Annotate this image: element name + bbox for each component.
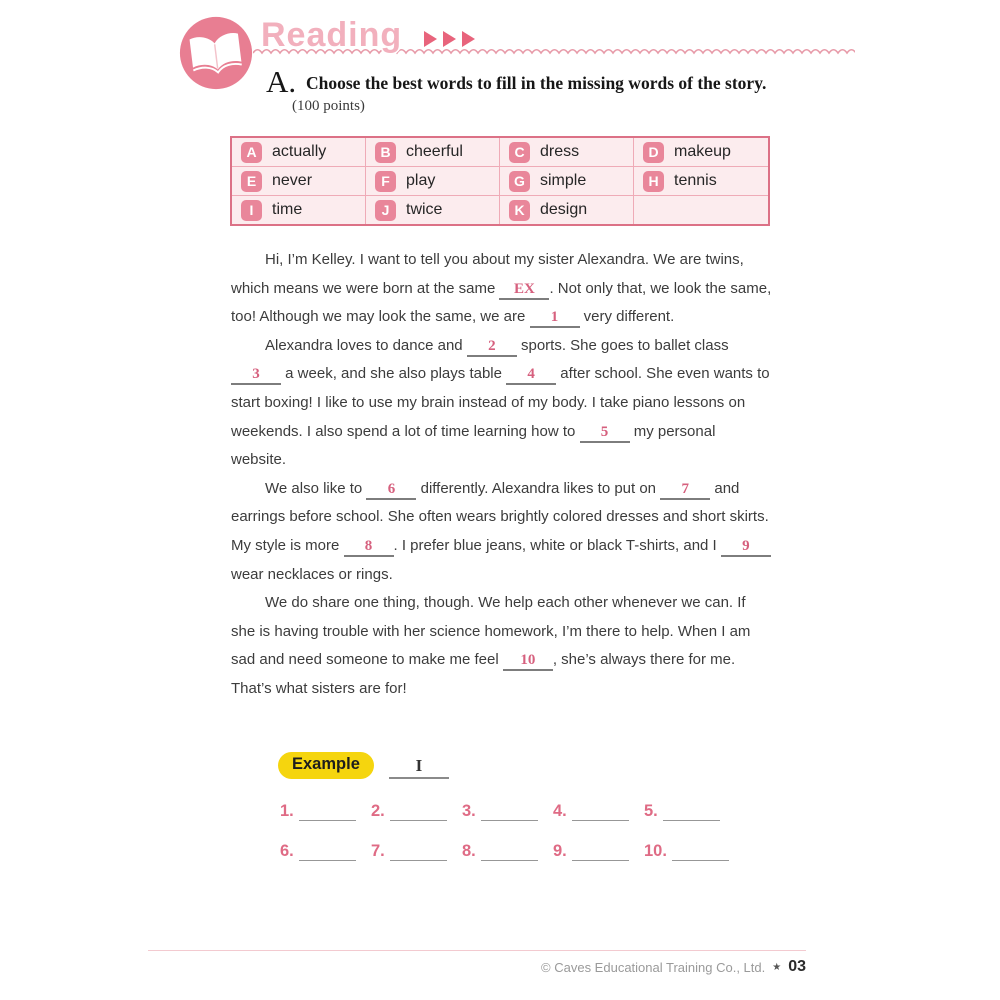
story-paragraph: We do share one thing, though. We help each other whenever we can. If she is having trouble with her science homework, I’m there to help. When I am sad and need someone to make me feel 10 , she’s always there for me. That’s what sisters are for! bbox=[231, 594, 751, 697]
story-blank-6: 6 bbox=[366, 481, 416, 500]
answer-blank-5 bbox=[644, 802, 735, 821]
example-badge: Example bbox=[278, 752, 374, 779]
word-bank-cell-J bbox=[366, 196, 500, 224]
answer-number: 9. bbox=[553, 842, 567, 860]
word-bank-cell-E bbox=[232, 167, 366, 196]
word-bank-cell-D bbox=[634, 138, 768, 167]
word-bank-cell-C bbox=[500, 138, 634, 167]
word-bank-cell-I bbox=[232, 196, 366, 224]
word-bank-cell-G bbox=[500, 167, 634, 196]
answer-line bbox=[672, 843, 729, 861]
word-label: time bbox=[272, 201, 303, 218]
word-bank-cell-H bbox=[634, 167, 768, 196]
answer-number: 7. bbox=[371, 842, 385, 860]
answer-line bbox=[572, 843, 629, 861]
story-blank-EX: EX bbox=[499, 281, 549, 300]
answer-blank-8 bbox=[462, 842, 553, 861]
story-paragraph: We also like to 6 differently. Alexandra likes to put on 7 and earrings before school. She often wears brightly colored dresses and short skirts. My style is more 8 . I prefer blue jeans, white or black T-shirts, and I 9 wear necklaces or rings. bbox=[231, 475, 772, 589]
answer-line bbox=[572, 803, 629, 821]
word-bank-cell-F bbox=[366, 167, 500, 196]
word-label: tennis bbox=[674, 172, 717, 189]
answer-blank-7 bbox=[371, 842, 462, 861]
answer-blank-4 bbox=[553, 802, 644, 821]
word-bank-cell-K bbox=[500, 196, 634, 224]
section-instruction: Choose the best words to fill in the missing words of the story. bbox=[306, 73, 767, 93]
story-blank-1: 1 bbox=[530, 309, 580, 328]
story-blank-4: 4 bbox=[506, 366, 556, 385]
word-bank-cell-A bbox=[232, 138, 366, 167]
copyright-text: © Caves Educational Training Co., Ltd. bbox=[541, 959, 766, 975]
letter-badge: A bbox=[241, 142, 262, 163]
story-blank-8: 8 bbox=[344, 538, 394, 557]
letter-badge: B bbox=[375, 142, 396, 163]
answer-blank-1 bbox=[280, 802, 371, 821]
word-bank-cell-empty bbox=[634, 196, 768, 224]
play-arrow-icon bbox=[462, 31, 475, 47]
answer-number: 6. bbox=[280, 842, 294, 860]
answer-line bbox=[663, 803, 720, 821]
answer-number: 3. bbox=[462, 802, 476, 820]
story-blank-2: 2 bbox=[467, 338, 517, 357]
letter-badge: I bbox=[241, 200, 262, 221]
story-paragraph: Hi, I’m Kelley. I want to tell you about my sister Alexandra. We are twins, which means we were born at the same EX . Not only that, we look the same, too! Although we may look the same, we are 1 very different. bbox=[231, 246, 772, 332]
play-arrow-icon bbox=[424, 31, 437, 47]
answer-line bbox=[299, 803, 356, 821]
answer-number: 2. bbox=[371, 802, 385, 820]
letter-badge: C bbox=[509, 142, 530, 163]
answer-number: 8. bbox=[462, 842, 476, 860]
word-label: simple bbox=[540, 172, 587, 189]
answer-row2 bbox=[280, 842, 735, 861]
play-arrow-icon bbox=[443, 31, 456, 47]
story-blank-10: 10 bbox=[503, 652, 553, 671]
story-blank-9: 9 bbox=[721, 538, 771, 557]
star-icon: ★ bbox=[772, 961, 782, 973]
answer-line bbox=[299, 843, 356, 861]
word-label: twice bbox=[406, 201, 443, 218]
answer-line bbox=[390, 803, 447, 821]
answer-number: 5. bbox=[644, 802, 658, 820]
letter-badge: E bbox=[241, 171, 262, 192]
word-label: dress bbox=[540, 143, 580, 160]
section-points: (100 points) bbox=[292, 98, 365, 114]
story-paragraph: Alexandra loves to dance and 2 sports. She goes to ballet class 3 a week, and she also plays table 4 after school. She even wants to start boxing! I like to use my brain instead of my body. I take piano lessons on weekends. I also spend a lot of time learning how to 5 my personal website. bbox=[231, 336, 770, 469]
story bbox=[231, 246, 772, 704]
word-label: play bbox=[406, 172, 436, 189]
open-book-icon bbox=[177, 14, 255, 92]
word-label: makeup bbox=[674, 143, 731, 160]
answer-blank-3 bbox=[462, 802, 553, 821]
page-title: Reading bbox=[261, 16, 403, 54]
story-blank-5: 5 bbox=[580, 424, 630, 443]
word-label: actually bbox=[272, 143, 327, 160]
word-bank-table bbox=[230, 136, 770, 226]
word-bank-cell-B bbox=[366, 138, 500, 167]
answer-blank-6 bbox=[280, 842, 371, 861]
answer-blank-10 bbox=[644, 842, 735, 861]
story-blank-3: 3 bbox=[231, 366, 281, 385]
letter-badge: H bbox=[643, 171, 664, 192]
answer-number: 4. bbox=[553, 802, 567, 820]
answer-line bbox=[481, 843, 538, 861]
answer-number: 10. bbox=[644, 842, 667, 860]
answer-row1 bbox=[280, 802, 735, 821]
letter-badge: D bbox=[643, 142, 664, 163]
footer bbox=[0, 958, 806, 976]
word-label: cheerful bbox=[406, 143, 463, 160]
letter-badge: K bbox=[509, 200, 530, 221]
answer-line bbox=[390, 843, 447, 861]
answer-blank-2 bbox=[371, 802, 462, 821]
answer-blank-9 bbox=[553, 842, 644, 861]
example-row bbox=[278, 752, 449, 779]
letter-badge: F bbox=[375, 171, 396, 192]
letter-badge: J bbox=[375, 200, 396, 221]
triple-play-arrows-icon bbox=[424, 31, 475, 47]
example-answer-blank: I bbox=[389, 756, 449, 779]
section-letter: A. bbox=[266, 64, 297, 99]
answer-line bbox=[481, 803, 538, 821]
word-label: design bbox=[540, 201, 588, 218]
answer-number: 1. bbox=[280, 802, 294, 820]
footer-divider bbox=[148, 950, 806, 951]
letter-badge: G bbox=[509, 171, 530, 192]
story-blank-7: 7 bbox=[660, 481, 710, 500]
page-number: 03 bbox=[788, 958, 806, 975]
word-label: never bbox=[272, 172, 313, 189]
